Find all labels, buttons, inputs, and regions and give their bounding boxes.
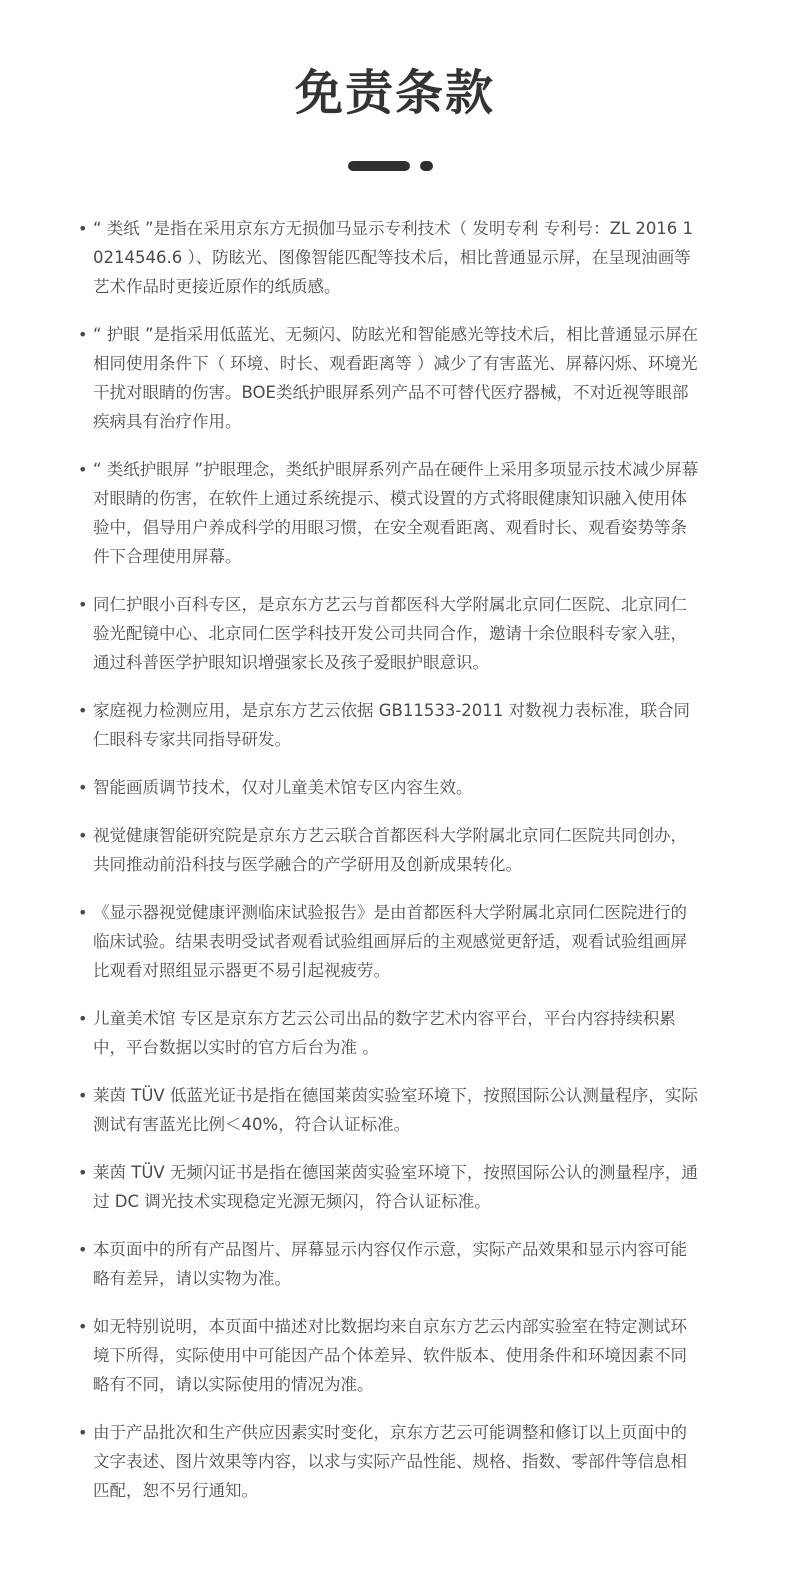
divider-bar bbox=[348, 161, 410, 171]
bullet-icon: • bbox=[78, 1317, 88, 1336]
bullet-icon: • bbox=[78, 1423, 88, 1442]
list-item bbox=[78, 696, 700, 754]
list-item-text: 如无特别说明，本页面中描述对比数据均来自京东方艺云内部实验室在特定测试环境下所得，实际使用中可能因产品个体差异、软件版本、使用条件和环境因素不同略有不同，请以实际使用的情况为准。 bbox=[93, 1317, 687, 1394]
list-item bbox=[78, 1081, 700, 1139]
bullet-icon: • bbox=[78, 325, 88, 344]
list-item-text: 智能画质调节技术，仅对儿童美术馆专区内容生效。 bbox=[93, 778, 473, 797]
list-item-text: 儿童美术馆 专区是京东方艺云公司出品的数字艺术内容平台，平台内容持续积累中，平台数据以实时的官方后台为准 。 bbox=[93, 1009, 676, 1057]
list-item bbox=[78, 1312, 700, 1399]
list-item bbox=[78, 898, 700, 985]
list-item-text: “ 护眼 ”是指采用低蓝光、无频闪、防眩光和智能感光等技术后，相比普通显示屏在相同使用条件下（ 环境、时长、观看距离等 ）减少了有害蓝光、屏幕闪烁、环境光干扰对眼睛的伤害。BOE类纸护眼屏系列产品不可替代医疗器械，不对近视等眼部疾病具有治疗作用。 bbox=[93, 325, 699, 431]
list-item-text: 由于产品批次和生产供应因素实时变化，京东方艺云可能调整和修订以上页面中的文字表述、图片效果等内容，以求与实际产品性能、规格、指数、零部件等信息相匹配，恕不另行通知。 bbox=[93, 1423, 687, 1500]
list-item-text: 莱茵 TÜV 低蓝光证书是指在德国莱茵实验室环境下，按照国际公认测量程序，实际测试有害蓝光比例＜40%，符合认证标准。 bbox=[93, 1086, 698, 1134]
disclaimer-list bbox=[78, 214, 700, 1524]
bullet-icon: • bbox=[78, 1240, 88, 1259]
list-item bbox=[78, 590, 700, 677]
title-divider bbox=[348, 161, 438, 171]
bullet-icon: • bbox=[78, 826, 88, 845]
list-item bbox=[78, 214, 700, 301]
list-item-text: 本页面中的所有产品图片、屏幕显示内容仅作示意，实际产品效果和显示内容可能略有差异，请以实物为准。 bbox=[93, 1240, 687, 1288]
bullet-icon: • bbox=[78, 219, 88, 238]
bullet-icon: • bbox=[78, 1086, 88, 1105]
list-item-text: 《显示器视觉健康评测临床试验报告》是由首都医科大学附属北京同仁医院进行的临床试验。结果表明受试者观看试验组画屏后的主观感觉更舒适，观看试验组画屏比观看对照组显示器更不易引起视疲劳。 bbox=[93, 903, 687, 980]
list-item-text: 同仁护眼小百科专区，是京东方艺云与首都医科大学附属北京同仁医院、北京同仁验光配镜中心、北京同仁医学科技开发公司共同合作，邀请十余位眼科专家入驻，通过科普医学护眼知识增强家长及孩子爱眼护眼意识。 bbox=[93, 595, 687, 672]
list-item bbox=[78, 773, 700, 802]
bullet-icon: • bbox=[78, 1009, 88, 1028]
bullet-icon: • bbox=[78, 701, 88, 720]
list-item bbox=[78, 1158, 700, 1216]
bullet-icon: • bbox=[78, 460, 88, 479]
list-item bbox=[78, 1004, 700, 1062]
list-item bbox=[78, 1235, 700, 1293]
list-item-text: 视觉健康智能研究院是京东方艺云联合首都医科大学附属北京同仁医院共同创办，共同推动前沿科技与医学融合的产学研用及创新成果转化。 bbox=[93, 826, 687, 874]
list-item bbox=[78, 821, 700, 879]
list-item bbox=[78, 1418, 700, 1505]
bullet-icon: • bbox=[78, 778, 88, 797]
list-item bbox=[78, 455, 700, 571]
bullet-icon: • bbox=[78, 595, 88, 614]
bullet-icon: • bbox=[78, 903, 88, 922]
list-item bbox=[78, 320, 700, 436]
list-item-text: 莱茵 TÜV 无频闪证书是指在德国莱茵实验室环境下，按照国际公认的测量程序，通过 DC 调光技术实现稳定光源无频闪，符合认证标准。 bbox=[93, 1163, 698, 1211]
list-item-text: 家庭视力检测应用，是京东方艺云依据 GB11533-2011 对数视力表标准，联合同仁眼科专家共同指导研发。 bbox=[93, 701, 691, 749]
list-item-text: “ 类纸护眼屏 ”护眼理念，类纸护眼屏系列产品在硬件上采用多项显示技术减少屏幕对眼睛的伤害，在软件上通过系统提示、模式设置的方式将眼健康知识融入使用体验中，倡导用户养成科学的用眼习惯，在安全观看距离、观看时长、观看姿势等条件下合理使用屏幕。 bbox=[93, 460, 699, 566]
page-title: 免责条款 bbox=[294, 65, 495, 121]
list-item-text: “ 类纸 ”是指在采用京东方无损伽马显示专利技术（ 发明专利 专利号：ZL 2016 1 0214546.6 ）、防眩光、图像智能匹配等技术后，相比普通显示屏，在呈现油画等艺术作品时更接近原作的纸质感。 bbox=[93, 219, 694, 296]
divider-dot bbox=[420, 161, 433, 171]
bullet-icon: • bbox=[78, 1163, 88, 1182]
